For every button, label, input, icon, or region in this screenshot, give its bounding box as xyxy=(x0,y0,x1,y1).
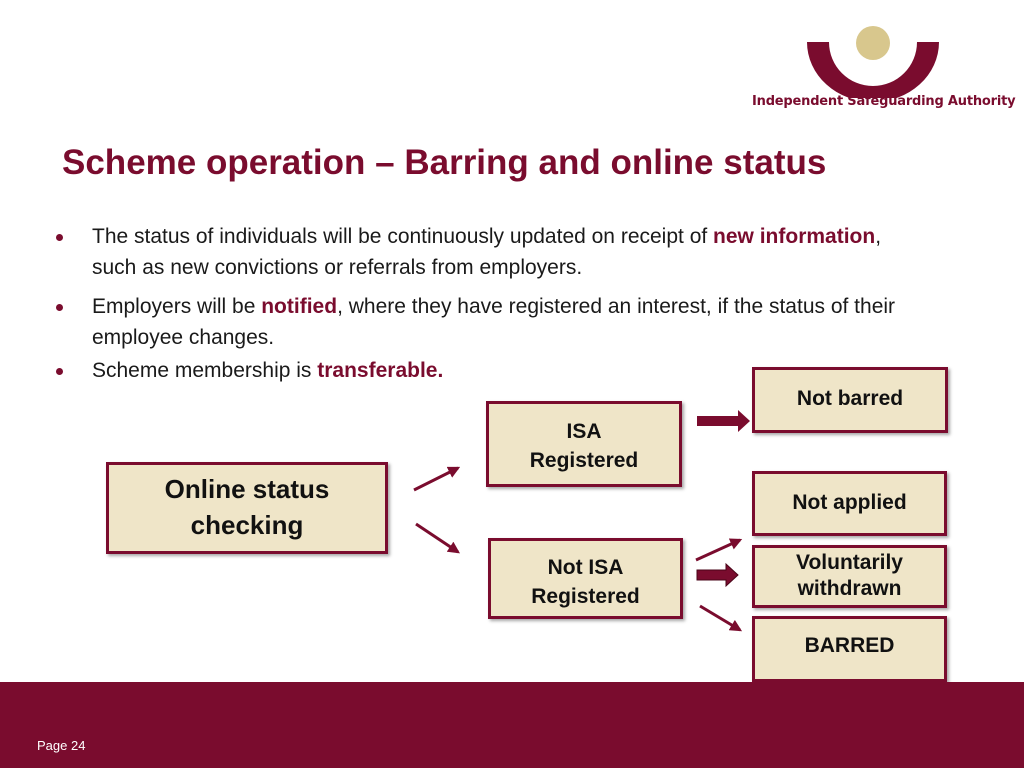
box-label-line: Not barred xyxy=(796,387,904,410)
logo-text: Independent Safeguarding Authority xyxy=(752,94,1016,109)
bullet-highlight: transferable. xyxy=(317,359,444,382)
page-title: Scheme operation – Barring and online status xyxy=(62,143,827,182)
bullet-text: , such as new convictions or referrals from employers. xyxy=(92,225,882,279)
not-isa-registered-box xyxy=(488,538,683,619)
logo-emblem-icon xyxy=(745,18,1005,98)
not-barred-box xyxy=(752,367,948,433)
box-label-line: checking xyxy=(190,510,304,540)
box-label-line: Online status xyxy=(164,474,330,504)
page-number: Page 24 xyxy=(37,738,86,753)
bullet-highlight: notified xyxy=(261,295,338,318)
block-arrow-to-not-barred xyxy=(697,410,750,432)
isa-logo xyxy=(745,18,1016,118)
bullet-dot-icon xyxy=(56,304,63,311)
box-label-line: BARRED xyxy=(804,634,895,657)
block-arrow-to-voluntarily-withdrawn xyxy=(697,564,738,586)
bullet-text: , where they have registered an interest, if the status of their employee changes. xyxy=(92,295,896,349)
barred-box xyxy=(752,616,947,682)
bullet-highlight: new information xyxy=(713,225,876,248)
box-label-line: Voluntarily xyxy=(796,551,903,574)
online-status-checking-box xyxy=(106,462,388,554)
arrow-to-not-applied xyxy=(696,540,740,560)
not-applied-box xyxy=(752,471,947,536)
box-label-line: ISA xyxy=(566,420,602,443)
bullet-dot-icon xyxy=(56,234,63,241)
arrow-to-not-isa-registered xyxy=(416,524,458,552)
footer-bar xyxy=(0,682,1024,768)
box-label-line: Not applied xyxy=(792,491,907,514)
arrow-to-isa-registered xyxy=(414,468,458,490)
bullet-item-notified xyxy=(56,291,926,353)
box-label-line: withdrawn xyxy=(797,577,902,600)
bullet-dot-icon xyxy=(56,368,63,375)
voluntarily-withdrawn-box xyxy=(752,545,947,608)
box-label-line: Not ISA xyxy=(547,556,624,579)
bullet-text: Scheme membership is xyxy=(92,359,318,382)
arrow-to-barred xyxy=(700,606,740,630)
box-label-line: Registered xyxy=(529,449,639,472)
isa-registered-box xyxy=(486,401,682,487)
bullet-item-new-information xyxy=(56,221,926,283)
bullet-text: Employers will be xyxy=(92,295,262,318)
box-label-line: Registered xyxy=(531,585,640,608)
bullet-text: The status of individuals will be continuously updated on receipt of xyxy=(92,225,714,248)
